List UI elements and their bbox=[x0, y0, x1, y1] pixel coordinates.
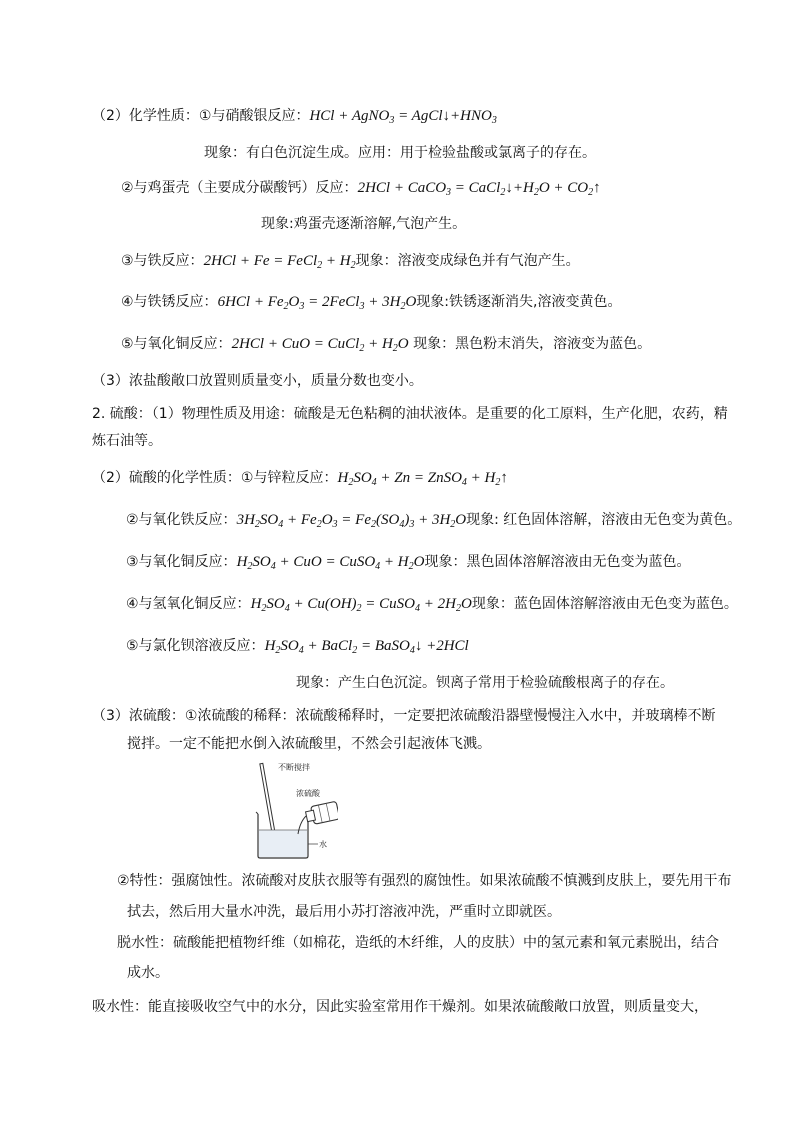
line-l22 bbox=[127, 964, 169, 982]
label-water: 水 bbox=[319, 840, 327, 849]
observation-text: 现象: 红色固体溶解，溶液由无色变为黄色。 bbox=[466, 512, 742, 528]
observation-text: 现象：蓝色固体溶解溶液由无色变为蓝色。 bbox=[471, 596, 738, 612]
observation-text: 现象：黑色固体溶解溶液由无色变为蓝色。 bbox=[424, 554, 691, 570]
acid-bottle bbox=[305, 801, 338, 825]
chemical-equation: 2HCl + Fe = FeCl$_2$ + $H_2$ bbox=[203, 253, 356, 271]
line-l2 bbox=[204, 144, 596, 162]
line-l3 bbox=[121, 179, 601, 202]
line-l20 bbox=[127, 903, 561, 921]
line-l9 bbox=[92, 405, 728, 423]
line-text: ③与氧化铜反应： bbox=[126, 554, 237, 570]
line-text: 脱水性：硫酸能把植物纤维（如棉花，造纸的木纤维，人的皮肤）中的氢元素和氧元素脱出，结合 bbox=[117, 935, 719, 951]
line-l12 bbox=[126, 511, 741, 534]
line-text: （2）化学性质：①与硝酸银反应： bbox=[92, 108, 310, 124]
observation-text: 现象：溶液变成绿色并有气泡产生。 bbox=[355, 253, 580, 269]
label-stir: 不断搅拌 bbox=[278, 763, 310, 772]
line-text: 现象：有白色沉淀生成。应用：用于检验盐酸或氯离子的存在。 bbox=[204, 145, 596, 161]
line-text: ⑤与氯化钡溶液反应： bbox=[126, 638, 265, 654]
chemical-equation: $6HCl + Fe_2O_3$ = 2FeCl$_3$ + $3H_2O$ bbox=[217, 294, 417, 312]
line-text: ④与铁锈反应： bbox=[121, 294, 218, 310]
line-l8 bbox=[92, 372, 423, 390]
chemical-equation: HCl + AgNO$_3$ = $AgCl↓+HNO_3$ bbox=[309, 108, 497, 126]
line-text: 吸水性：能直接吸收空气中的水分，因此实验室常用作干燥剂。如果浓硫酸敞口放置，则质量变大， bbox=[92, 999, 708, 1015]
line-l21 bbox=[117, 934, 719, 952]
line-text: （3）浓盐酸敞口放置则质量变小，质量分数也变小。 bbox=[92, 373, 423, 389]
line-l17 bbox=[92, 707, 715, 725]
chemical-equation: $H_2SO_4 + Cu(OH)_2$ = CuSO$_4$ + $2H_2O$ bbox=[250, 596, 472, 614]
line-l16 bbox=[296, 674, 674, 692]
line-text: 炼石油等。 bbox=[92, 433, 162, 449]
line-text: 搅拌。一定不能把水倒入浓硫酸里，不然会引起液体飞溅。 bbox=[127, 736, 491, 752]
line-text: ③与铁反应： bbox=[121, 253, 204, 269]
line-text: 现象:鸡蛋壳逐渐溶解,气泡产生。 bbox=[261, 216, 467, 232]
line-l23 bbox=[92, 998, 708, 1016]
chemical-equation: $H_2SO_4$ + BaCl$_2$ = BaSO$_4$↓ +2HCl bbox=[264, 638, 469, 656]
line-l5 bbox=[121, 252, 580, 275]
line-l18 bbox=[127, 735, 491, 753]
line-l4 bbox=[261, 215, 466, 233]
line-l6 bbox=[121, 293, 621, 316]
line-l15 bbox=[126, 637, 469, 660]
line-text: 成水。 bbox=[127, 965, 169, 981]
observation-text: 现象:铁锈逐渐消失,溶液变黄色。 bbox=[416, 294, 622, 310]
line-text: ④与氢氧化铜反应： bbox=[126, 596, 251, 612]
line-l1 bbox=[92, 107, 497, 130]
chemical-equation: $H_2SO_4$ + CuO = CuSO$_4$ + $H_2O$ bbox=[236, 554, 425, 572]
line-l10 bbox=[92, 432, 162, 450]
line-text: ②与鸡蛋壳（主要成分碳酸钙）反应： bbox=[121, 180, 358, 196]
water-liquid bbox=[259, 830, 307, 857]
line-text: ②特性：强腐蚀性。浓硫酸对皮肤衣服等有强烈的腐蚀性。如果浓硫酸不慎溅到皮肤上，要先用干布 bbox=[117, 873, 732, 889]
chemical-equation: $H_2SO_4 + Zn$ = ZnSO$_4$ + $H_2↑$ bbox=[337, 470, 508, 488]
line-text: ⑤与氧化铜反应： bbox=[121, 336, 232, 352]
observation-text: 现象：黑色粉末消失，溶液变为蓝色。 bbox=[408, 336, 652, 352]
line-l13 bbox=[126, 553, 690, 576]
line-l19 bbox=[117, 872, 732, 890]
line-text: 拭去，然后用大量水冲洗，最后用小苏打溶液冲洗，严重时立即就医。 bbox=[127, 904, 561, 920]
line-text: ②与氧化铁反应： bbox=[126, 512, 237, 528]
line-text: 现象：产生白色沉淀。钡离子常用于检验硫酸根离子的存在。 bbox=[296, 675, 674, 691]
line-l14 bbox=[126, 595, 738, 618]
line-text: 2. 硫酸：（1）物理性质及用途：硫酸是无色粘稠的油状液体。是重要的化工原料，生产化肥，农药，精 bbox=[92, 406, 728, 422]
chemical-equation: 2HCl + CaCO$_3$ = $CaCl_2↓+H_2O$ + $CO_2↑$ bbox=[357, 180, 601, 198]
chemical-equation: 2HCl + CuO = CuCl$_2$ + $H_2O$ bbox=[231, 336, 409, 354]
line-l11 bbox=[92, 469, 508, 492]
line-text: （3）浓硫酸：①浓硫酸的稀释：浓硫酸稀释时，一定要把浓硫酸沿器壁慢慢注入水中，并玻璃棒不断 bbox=[92, 708, 716, 724]
label-acid: 浓硫酸 bbox=[296, 789, 320, 798]
dilution-figure bbox=[254, 760, 338, 860]
line-l7 bbox=[121, 335, 651, 358]
chemical-equation: $3H_2SO_4 + Fe_2O_3 = Fe_2(SO_4)_3 + 3H_2O$ bbox=[236, 512, 467, 530]
line-text: （2）硫酸的化学性质：①与锌粒反应： bbox=[92, 470, 338, 486]
